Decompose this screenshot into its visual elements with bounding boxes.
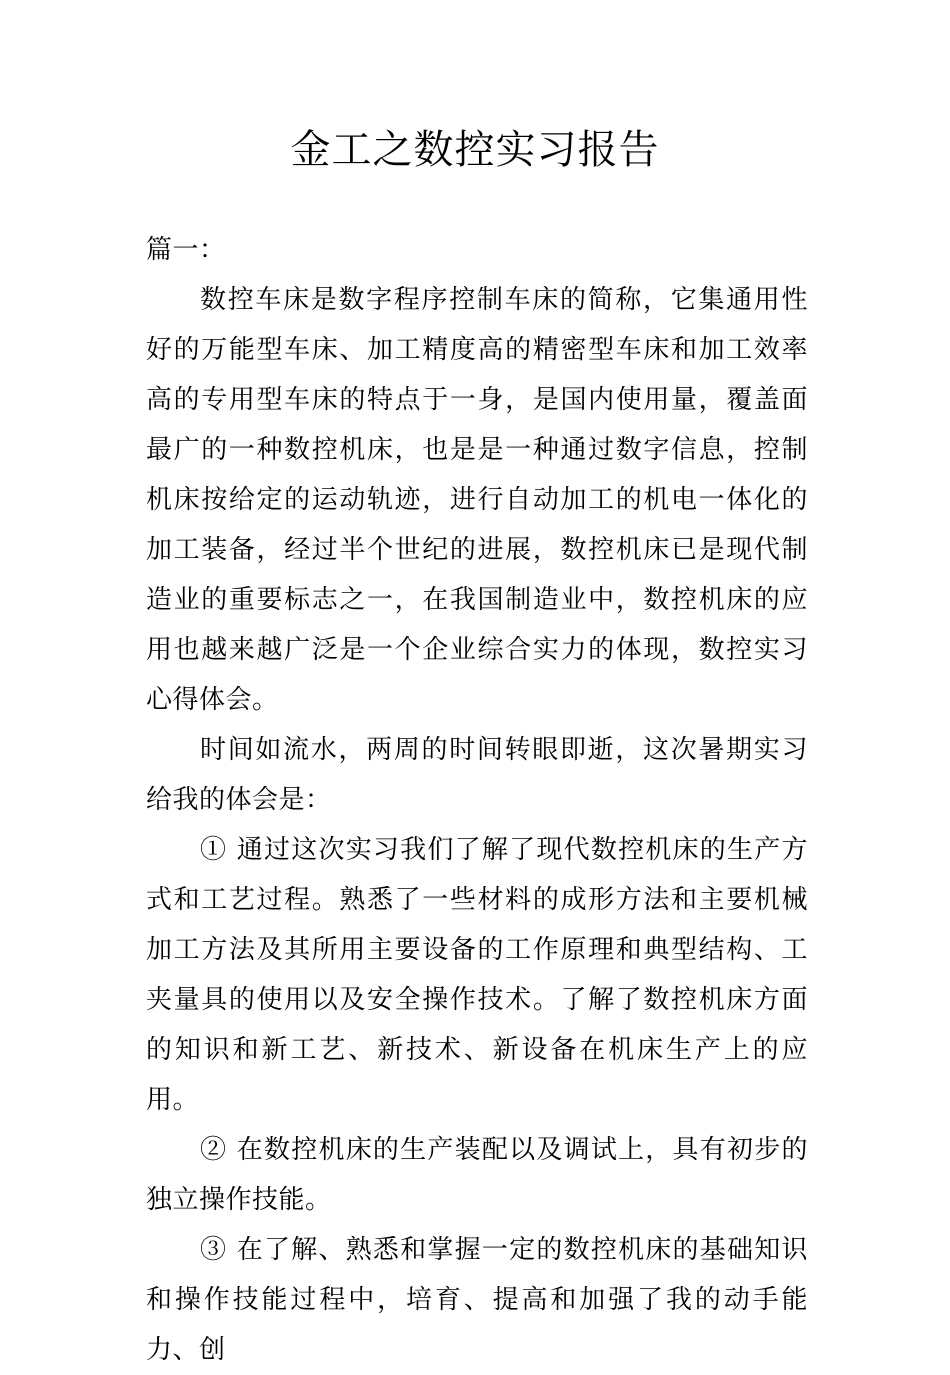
paragraph-point-2: ② 在数控机床的生产装配以及调试上，具有初步的独立操作技能。 [146, 1135, 808, 1215]
document-title: 金工之数控实习报告 [290, 127, 660, 173]
document-body [146, 225, 808, 1375]
paragraph-experience: 时间如流水，两周的时间转眼即逝，这次暑期实习给我的体会是： [146, 735, 808, 815]
section-label: 篇一： [146, 235, 226, 265]
paragraph-point-3: ③ 在了解、熟悉和掌握一定的数控机床的基础知识和操作技能过程中，培育、提高和加强了我的动手能力、创 [146, 1235, 808, 1365]
paragraph-intro: 数控车床是数字程序控制车床的简称，它集通用性好的万能型车床、加工精度高的精密型车床和加工效率高的专用型车床的特点于一身，是国内使用量，覆盖面最广的一种数控机床，也是是一种通过数字信息，控制机床按给定的运动轨迹，进行自动加工的机电一体化的加工装备，经过半个世纪的进展，数控机床已是现代制造业的重要标志之一，在我国制造业中，数控机床的应用也越来越广泛是一个企业综合实力的体现，数控实习心得体会。 [146, 285, 808, 715]
paragraph-point-1: ① 通过这次实习我们了解了现代数控机床的生产方式和工艺过程。熟悉了一些材料的成形方法和主要机械加工方法及其所用主要设备的工作原理和典型结构、工夹量具的使用以及安全操作技术。了解了数控机床方面的知识和新工艺、新技术、新设备在机床生产上的应用。 [146, 835, 808, 1115]
